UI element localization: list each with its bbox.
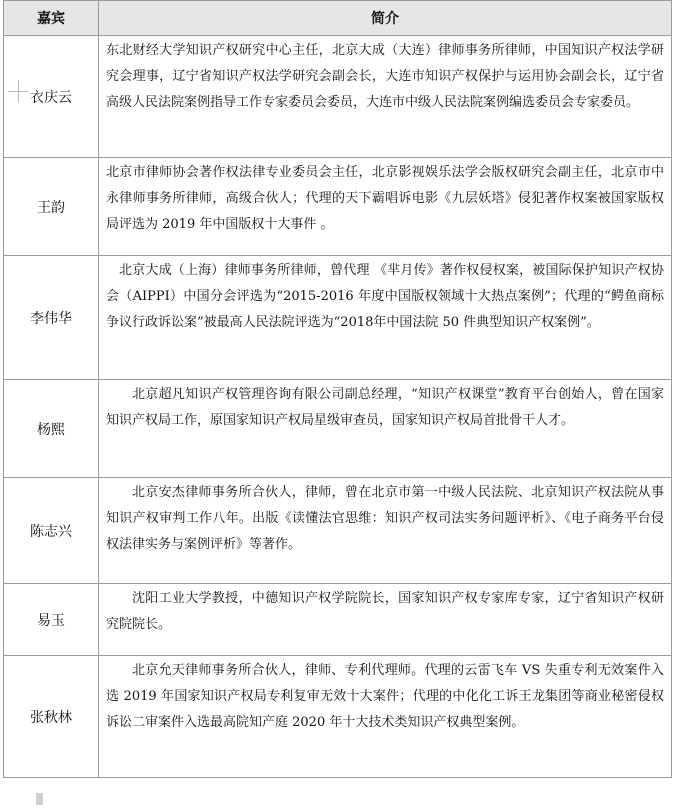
table-row bbox=[4, 584, 672, 656]
guest-bio: 沈阳工业大学教授，中德知识产权学院院长，国家知识产权专家库专家，辽宁省知识产权研究院院长。 bbox=[99, 584, 672, 656]
table-row bbox=[4, 656, 672, 778]
guest-name: 陈志兴 bbox=[4, 478, 99, 584]
table-row bbox=[4, 380, 672, 478]
crop-mark-horizontal bbox=[8, 91, 28, 92]
guest-table bbox=[3, 0, 672, 778]
table-row bbox=[4, 158, 672, 256]
guest-name: 王韵 bbox=[4, 158, 99, 256]
guest-name: 杨熙 bbox=[4, 380, 99, 478]
guest-bio: 北京安杰律师事务所合伙人，律师，曾在北京市第一中级人民法院、北京知识产权法院从事知识产权审判工作八年。出版《读懂法官思维：知识产权司法实务问题评析》、《电子商务平台侵权法律实务与案例评析》等著作。 bbox=[99, 478, 672, 584]
guest-name: 李伟华 bbox=[4, 256, 99, 380]
guest-name: 易玉 bbox=[4, 584, 99, 656]
table-row bbox=[4, 478, 672, 584]
guest-bio: 北京允天律师事务所合伙人，律师、专利代理师。代理的云雷飞车 VS 失重专利无效案件入选 2019 年国家知识产权局专利复审无效十大案件；代理的中化化工诉王龙集团等商业秘密侵权诉讼二审案件入选最高院知产庭 2020 年十大技术类知识产权典型案例。 bbox=[99, 656, 672, 778]
guest-bio: 北京市律师协会著作权法律专业委员会主任，北京影视娱乐法学会版权研究会副主任，北京市中永律师事务所律师，高级合伙人；代理的天下霸唱诉电影《九层妖塔》侵犯著作权案被国家版权局评选为 2019 年中国版权十大事件 。 bbox=[99, 158, 672, 256]
header-intro: 简介 bbox=[99, 1, 672, 36]
guest-bio: 北京大成（上海）律师事务所律师，曾代理 《芈月传》著作权侵权案，被国际保护知识产权协会（AIPPI）中国分会评选为“2015-2016 年度中国版权领域十大热点案例”；代理的“鳄鱼商标争议行政诉讼案”被最高人民法院评选为“2018年中国法院 50 件典型知识产权案例”。 bbox=[99, 256, 672, 380]
header-guest: 嘉宾 bbox=[4, 1, 99, 36]
table-header bbox=[4, 1, 672, 36]
guest-name: 衣庆云 bbox=[4, 36, 99, 158]
header-row bbox=[4, 1, 672, 36]
guest-bio: 东北财经大学知识产权研究中心主任，北京大成（大连）律师事务所律师，中国知识产权法学研究会理事，辽宁省知识产权法学研究会副会长，大连市知识产权保护与运用协会副会长，辽宁省高级人民法院案例指导工作专家委员会委员，大连市中级人民法院案例编选委员会专家委员。 bbox=[99, 36, 672, 158]
table-row bbox=[4, 36, 672, 158]
table-row bbox=[4, 256, 672, 380]
guest-name: 张秋林 bbox=[4, 656, 99, 778]
corner-mark bbox=[36, 793, 43, 805]
guest-bio: 北京超凡知识产权管理咨询有限公司副总经理，“知识产权课堂”教育平台创始人，曾在国家知识产权局工作，原国家知识产权局星级审查员，国家知识产权局首批骨干人才。 bbox=[99, 380, 672, 478]
